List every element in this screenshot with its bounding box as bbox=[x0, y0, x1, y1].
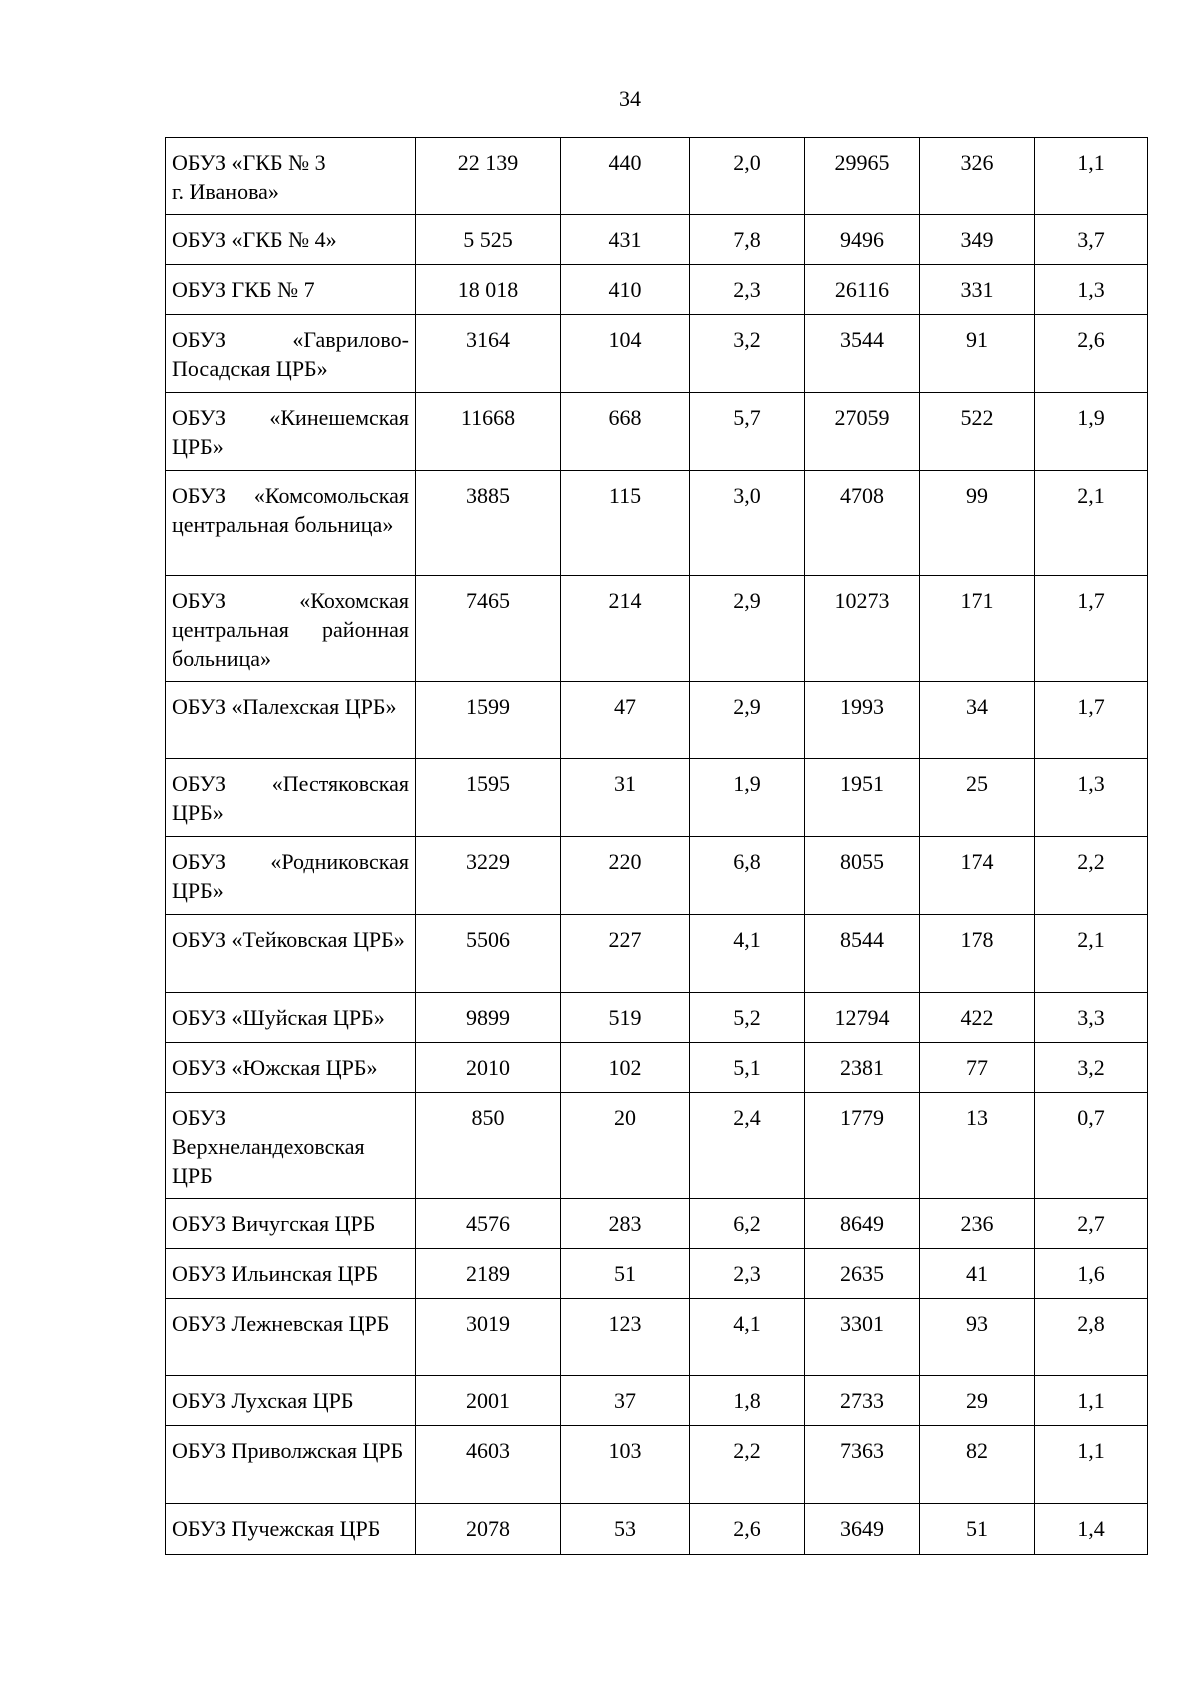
value-cell: 2,1 bbox=[1035, 915, 1148, 993]
value-cell: 668 bbox=[561, 393, 690, 471]
value-cell: 3,2 bbox=[1035, 1043, 1148, 1093]
value-cell: 26116 bbox=[805, 265, 920, 315]
hospital-statistics-table bbox=[165, 137, 1148, 1555]
value-cell: 1,1 bbox=[1035, 1426, 1148, 1504]
value-cell: 2,6 bbox=[690, 1504, 805, 1555]
value-cell: 6,2 bbox=[690, 1199, 805, 1249]
table-row bbox=[166, 215, 1148, 265]
table-row bbox=[166, 1504, 1148, 1555]
table-row bbox=[166, 837, 1148, 915]
value-cell: 440 bbox=[561, 138, 690, 215]
value-cell: 115 bbox=[561, 471, 690, 576]
value-cell: 4603 bbox=[416, 1426, 561, 1504]
value-cell: 2,7 bbox=[1035, 1199, 1148, 1249]
value-cell: 1993 bbox=[805, 682, 920, 759]
value-cell: 227 bbox=[561, 915, 690, 993]
value-cell: 53 bbox=[561, 1504, 690, 1555]
value-cell: 4708 bbox=[805, 471, 920, 576]
table-row bbox=[166, 1043, 1148, 1093]
value-cell: 51 bbox=[561, 1249, 690, 1299]
value-cell: 1,9 bbox=[690, 759, 805, 837]
facility-name-cell: ОБУЗ Приволжская ЦРБ bbox=[166, 1426, 416, 1504]
table-row bbox=[166, 1426, 1148, 1504]
table-row bbox=[166, 682, 1148, 759]
value-cell: 77 bbox=[920, 1043, 1035, 1093]
value-cell: 4,1 bbox=[690, 1299, 805, 1376]
value-cell: 3,0 bbox=[690, 471, 805, 576]
value-cell: 1,7 bbox=[1035, 682, 1148, 759]
value-cell: 12794 bbox=[805, 993, 920, 1043]
facility-name-cell: ОБУЗ Верхнеландеховская ЦРБ bbox=[166, 1093, 416, 1199]
value-cell: 2381 bbox=[805, 1043, 920, 1093]
facility-name-cell: ОБУЗ «Тейковская ЦРБ» bbox=[166, 915, 416, 993]
facility-name-cell: ОБУЗ «ГКБ № 3 г. Иванова» bbox=[166, 138, 416, 215]
value-cell: 331 bbox=[920, 265, 1035, 315]
value-cell: 103 bbox=[561, 1426, 690, 1504]
value-cell: 37 bbox=[561, 1376, 690, 1426]
value-cell: 2001 bbox=[416, 1376, 561, 1426]
value-cell: 20 bbox=[561, 1093, 690, 1199]
value-cell: 3,2 bbox=[690, 315, 805, 393]
value-cell: 5,2 bbox=[690, 993, 805, 1043]
value-cell: 519 bbox=[561, 993, 690, 1043]
table-row bbox=[166, 1249, 1148, 1299]
value-cell: 3301 bbox=[805, 1299, 920, 1376]
table-row bbox=[166, 471, 1148, 576]
value-cell: 1,4 bbox=[1035, 1504, 1148, 1555]
value-cell: 6,8 bbox=[690, 837, 805, 915]
value-cell: 326 bbox=[920, 138, 1035, 215]
value-cell: 2,3 bbox=[690, 1249, 805, 1299]
facility-name-cell: ОБУЗ «Пестяковская ЦРБ» bbox=[166, 759, 416, 837]
value-cell: 2,2 bbox=[690, 1426, 805, 1504]
value-cell: 431 bbox=[561, 215, 690, 265]
value-cell: 3,3 bbox=[1035, 993, 1148, 1043]
value-cell: 410 bbox=[561, 265, 690, 315]
value-cell: 123 bbox=[561, 1299, 690, 1376]
facility-name-cell: ОБУЗ Лухская ЦРБ bbox=[166, 1376, 416, 1426]
table-row bbox=[166, 759, 1148, 837]
value-cell: 1,1 bbox=[1035, 1376, 1148, 1426]
facility-name-cell: ОБУЗ «ГКБ № 4» bbox=[166, 215, 416, 265]
facility-name-cell: ОБУЗ «Кохомская центральная районная больница» bbox=[166, 576, 416, 682]
value-cell: 3885 bbox=[416, 471, 561, 576]
value-cell: 3544 bbox=[805, 315, 920, 393]
table-row bbox=[166, 393, 1148, 471]
value-cell: 91 bbox=[920, 315, 1035, 393]
value-cell: 9899 bbox=[416, 993, 561, 1043]
value-cell: 25 bbox=[920, 759, 1035, 837]
value-cell: 422 bbox=[920, 993, 1035, 1043]
value-cell: 7,8 bbox=[690, 215, 805, 265]
value-cell: 93 bbox=[920, 1299, 1035, 1376]
value-cell: 8649 bbox=[805, 1199, 920, 1249]
table-row bbox=[166, 1093, 1148, 1199]
value-cell: 283 bbox=[561, 1199, 690, 1249]
value-cell: 11668 bbox=[416, 393, 561, 471]
value-cell: 29 bbox=[920, 1376, 1035, 1426]
table-body bbox=[166, 138, 1148, 1555]
table-row bbox=[166, 993, 1148, 1043]
value-cell: 1,8 bbox=[690, 1376, 805, 1426]
value-cell: 102 bbox=[561, 1043, 690, 1093]
value-cell: 41 bbox=[920, 1249, 1035, 1299]
value-cell: 7363 bbox=[805, 1426, 920, 1504]
value-cell: 4576 bbox=[416, 1199, 561, 1249]
table-row bbox=[166, 915, 1148, 993]
value-cell: 1,7 bbox=[1035, 576, 1148, 682]
value-cell: 2,4 bbox=[690, 1093, 805, 1199]
value-cell: 5,1 bbox=[690, 1043, 805, 1093]
value-cell: 2189 bbox=[416, 1249, 561, 1299]
value-cell: 3,7 bbox=[1035, 215, 1148, 265]
value-cell: 99 bbox=[920, 471, 1035, 576]
facility-name-cell: ОБУЗ Пучежская ЦРБ bbox=[166, 1504, 416, 1555]
value-cell: 51 bbox=[920, 1504, 1035, 1555]
value-cell: 2,0 bbox=[690, 138, 805, 215]
value-cell: 236 bbox=[920, 1199, 1035, 1249]
value-cell: 1,1 bbox=[1035, 138, 1148, 215]
value-cell: 4,1 bbox=[690, 915, 805, 993]
value-cell: 104 bbox=[561, 315, 690, 393]
value-cell: 2,3 bbox=[690, 265, 805, 315]
facility-name-cell: ОБУЗ «Южская ЦРБ» bbox=[166, 1043, 416, 1093]
value-cell: 2078 bbox=[416, 1504, 561, 1555]
value-cell: 2635 bbox=[805, 1249, 920, 1299]
value-cell: 2,9 bbox=[690, 576, 805, 682]
value-cell: 178 bbox=[920, 915, 1035, 993]
facility-name-cell: ОБУЗ «Комсомольская центральная больница» bbox=[166, 471, 416, 576]
table-row bbox=[166, 138, 1148, 215]
value-cell: 1599 bbox=[416, 682, 561, 759]
value-cell: 171 bbox=[920, 576, 1035, 682]
value-cell: 522 bbox=[920, 393, 1035, 471]
value-cell: 29965 bbox=[805, 138, 920, 215]
facility-name-cell: ОБУЗ «Палехская ЦРБ» bbox=[166, 682, 416, 759]
value-cell: 1,9 bbox=[1035, 393, 1148, 471]
value-cell: 31 bbox=[561, 759, 690, 837]
page-number: 34 bbox=[619, 86, 641, 111]
value-cell: 9496 bbox=[805, 215, 920, 265]
value-cell: 10273 bbox=[805, 576, 920, 682]
facility-name-cell: ОБУЗ «Гаврилово-Посадская ЦРБ» bbox=[166, 315, 416, 393]
facility-name-cell: ОБУЗ Вичугская ЦРБ bbox=[166, 1199, 416, 1249]
value-cell: 214 bbox=[561, 576, 690, 682]
value-cell: 2,6 bbox=[1035, 315, 1148, 393]
value-cell: 1,3 bbox=[1035, 265, 1148, 315]
value-cell: 3229 bbox=[416, 837, 561, 915]
value-cell: 13 bbox=[920, 1093, 1035, 1199]
value-cell: 1779 bbox=[805, 1093, 920, 1199]
value-cell: 5506 bbox=[416, 915, 561, 993]
value-cell: 1,6 bbox=[1035, 1249, 1148, 1299]
value-cell: 1951 bbox=[805, 759, 920, 837]
value-cell: 220 bbox=[561, 837, 690, 915]
value-cell: 82 bbox=[920, 1426, 1035, 1504]
value-cell: 5 525 bbox=[416, 215, 561, 265]
value-cell: 2010 bbox=[416, 1043, 561, 1093]
table-row bbox=[166, 1376, 1148, 1426]
value-cell: 2,8 bbox=[1035, 1299, 1148, 1376]
table-row bbox=[166, 1199, 1148, 1249]
value-cell: 2733 bbox=[805, 1376, 920, 1426]
facility-name-cell: ОБУЗ «Шуйская ЦРБ» bbox=[166, 993, 416, 1043]
value-cell: 18 018 bbox=[416, 265, 561, 315]
value-cell: 27059 bbox=[805, 393, 920, 471]
value-cell: 3019 bbox=[416, 1299, 561, 1376]
value-cell: 2,2 bbox=[1035, 837, 1148, 915]
value-cell: 3649 bbox=[805, 1504, 920, 1555]
value-cell: 850 bbox=[416, 1093, 561, 1199]
value-cell: 2,9 bbox=[690, 682, 805, 759]
value-cell: 8055 bbox=[805, 837, 920, 915]
value-cell: 0,7 bbox=[1035, 1093, 1148, 1199]
table-row bbox=[166, 1299, 1148, 1376]
value-cell: 7465 bbox=[416, 576, 561, 682]
facility-name-cell: ОБУЗ «Родниковская ЦРБ» bbox=[166, 837, 416, 915]
value-cell: 34 bbox=[920, 682, 1035, 759]
value-cell: 1595 bbox=[416, 759, 561, 837]
table-row bbox=[166, 315, 1148, 393]
facility-name-cell: ОБУЗ ГКБ № 7 bbox=[166, 265, 416, 315]
value-cell: 5,7 bbox=[690, 393, 805, 471]
value-cell: 1,3 bbox=[1035, 759, 1148, 837]
facility-name-cell: ОБУЗ Лежневская ЦРБ bbox=[166, 1299, 416, 1376]
table-row bbox=[166, 576, 1148, 682]
value-cell: 22 139 bbox=[416, 138, 561, 215]
facility-name-cell: ОБУЗ Ильинская ЦРБ bbox=[166, 1249, 416, 1299]
value-cell: 349 bbox=[920, 215, 1035, 265]
value-cell: 8544 bbox=[805, 915, 920, 993]
facility-name-cell: ОБУЗ «Кинешемская ЦРБ» bbox=[166, 393, 416, 471]
table-row bbox=[166, 265, 1148, 315]
value-cell: 3164 bbox=[416, 315, 561, 393]
value-cell: 47 bbox=[561, 682, 690, 759]
value-cell: 174 bbox=[920, 837, 1035, 915]
value-cell: 2,1 bbox=[1035, 471, 1148, 576]
